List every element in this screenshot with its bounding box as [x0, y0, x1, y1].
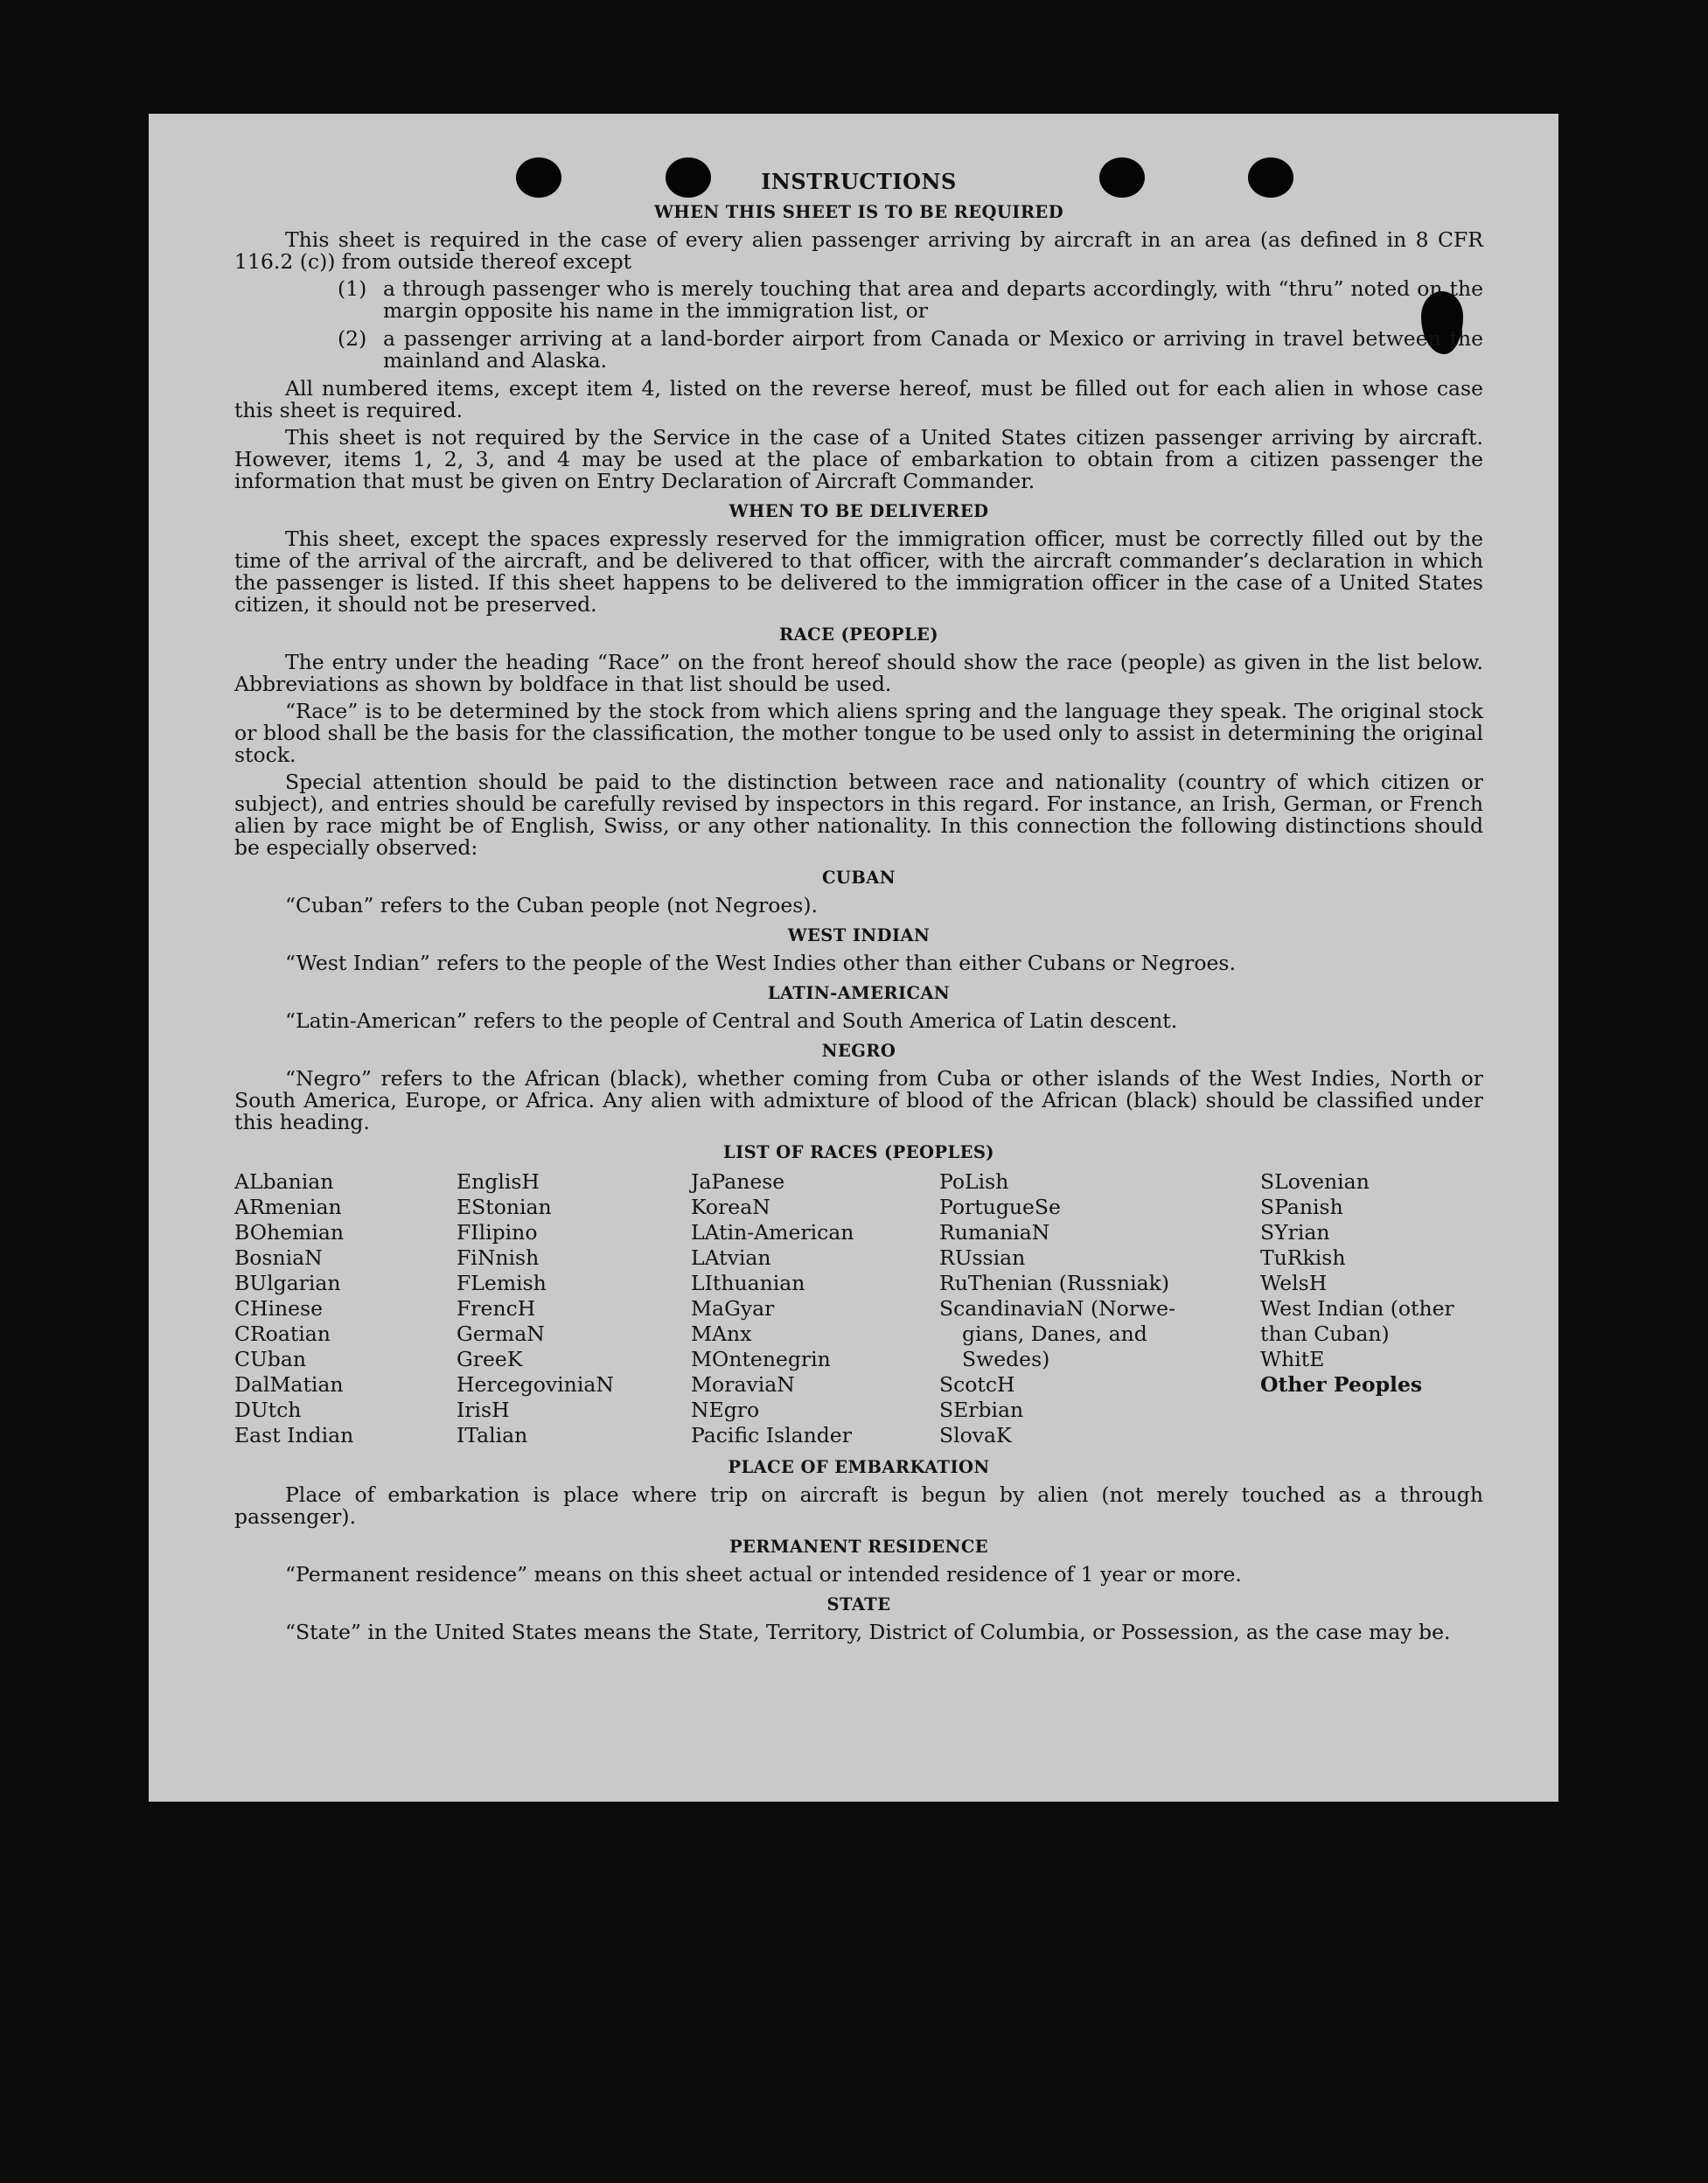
race-item: JaPanese	[691, 1169, 785, 1194]
race-item: Swedes)	[962, 1347, 1050, 1371]
race-item: FLemish	[457, 1271, 547, 1295]
race-item: BOhemian	[234, 1220, 344, 1245]
paragraph: “Latin-American” refers to the people of Central and South America of Latin descent.	[285, 1008, 1178, 1033]
race-item: FiNnish	[457, 1245, 540, 1270]
race-item: MAnx	[691, 1322, 752, 1346]
race-item: SPanish	[1260, 1195, 1343, 1219]
race-item: BosniaN	[234, 1245, 323, 1270]
race-item: FrencH	[457, 1296, 536, 1321]
race-item: CUban	[234, 1347, 306, 1371]
race-item: SlovaK	[939, 1423, 1012, 1447]
race-item: NEgro	[691, 1398, 760, 1422]
race-column-1	[234, 1169, 457, 1448]
race-item: ALbanian	[234, 1169, 334, 1194]
race-item: ScotcH	[939, 1372, 1015, 1397]
section-heading: WHEN THIS SHEET IS TO BE REQUIRED	[653, 202, 1064, 222]
paragraph: This sheet, except the spaces expressly reserved for the immigration officer, must be correctly filled out by the time of the arrival of the aircraft, and be delivered to that officer, with the aircraft commander’s declaration in which the passenger is listed. If this sheet happens to be delivered to the immigration officer in the case of a United States citizen, it should not be preserved.	[234, 527, 1483, 617]
race-item: gians, Danes, and	[962, 1322, 1147, 1346]
paragraph: This sheet is not required by the Service in the case of a United States citizen passenger arriving by aircraft. However, items 1, 2, 3, and 4 may be used at the place of embarkation to obtain from a citizen passenger the information that must be given on Entry Declaration of Aircraft Commander.	[234, 425, 1483, 493]
race-item: EStonian	[457, 1195, 552, 1219]
race-item: IrisH	[457, 1398, 510, 1422]
race-column-5	[1260, 1169, 1483, 1448]
page-title: INSTRUCTIONS	[761, 169, 957, 194]
race-item: LAtvian	[691, 1245, 771, 1270]
section-heading: LATIN-AMERICAN	[767, 983, 951, 1003]
race-item: ARmenian	[234, 1195, 342, 1219]
race-item: PoLish	[939, 1169, 1009, 1194]
race-item: SErbian	[939, 1398, 1024, 1422]
race-item: GermaN	[457, 1322, 545, 1346]
paragraph: “State” in the United States means the State, Territory, District of Columbia, or Possession, as the case may be.	[285, 1620, 1451, 1644]
race-item: MoraviaN	[691, 1372, 795, 1397]
race-item: KoreaN	[691, 1195, 770, 1219]
race-item: SYrian	[1260, 1220, 1330, 1245]
race-item: WhitE	[1260, 1347, 1325, 1371]
paragraph: The entry under the heading “Race” on the front hereof should show the race (people) as given in the list below. Abbreviations as shown by boldface in that list should be used.	[234, 650, 1483, 696]
paragraph: “Negro” refers to the African (black), whether coming from Cuba or other islands of the West Indies, North or South America, Europe, or Africa. Any alien with admixture of blood of the African (black) should be classified under this heading.	[234, 1066, 1483, 1134]
race-item: RuThenian (Russniak)	[939, 1271, 1169, 1295]
document-sheet	[149, 114, 1558, 1802]
race-item: LAtin-American	[691, 1220, 854, 1245]
race-item: SLovenian	[1260, 1169, 1370, 1194]
instructions-body	[234, 171, 1483, 1649]
race-column-2	[457, 1169, 691, 1448]
list-item	[234, 328, 1483, 372]
list-item	[234, 278, 1483, 322]
section-heading: WHEN TO BE DELIVERED	[729, 501, 989, 521]
paragraph: “Race” is to be determined by the stock from which aliens spring and the language they speak. The original stock or blood shall be the basis for the classification, the mother tongue to be used only to assist in determining the original stock.	[234, 699, 1483, 767]
race-item: HercegoviniaN	[457, 1372, 614, 1397]
race-item: PortugueSe	[939, 1195, 1061, 1219]
section-heading: PLACE OF EMBARKATION	[728, 1457, 990, 1477]
section-heading: PERMANENT RESIDENCE	[729, 1537, 989, 1557]
race-item: East Indian	[234, 1423, 354, 1447]
race-list	[234, 1169, 1483, 1448]
race-item: EnglisH	[457, 1169, 540, 1194]
race-item: RUssian	[939, 1245, 1026, 1270]
paragraph: “Permanent residence” means on this sheet actual or intended residence of 1 year or more.	[285, 1562, 1242, 1587]
race-item: RumaniaN	[939, 1220, 1050, 1245]
race-item: ScandinaviaN (Norwe-	[939, 1296, 1176, 1321]
paragraph: This sheet is required in the case of every alien passenger arriving by aircraft in an area (as defined in 8 CFR 116.2 (c)) from outside thereof except	[234, 227, 1483, 274]
race-item: CHinese	[234, 1296, 323, 1321]
race-item: Other Peoples	[1260, 1372, 1423, 1397]
paragraph: All numbered items, except item 4, listed on the reverse hereof, must be filled out for each alien in whose case this sheet is required.	[234, 376, 1483, 422]
section-heading: WEST INDIAN	[787, 925, 931, 945]
race-item: TuRkish	[1260, 1245, 1346, 1270]
race-item: LIthuanian	[691, 1271, 805, 1295]
race-item: GreeK	[457, 1347, 523, 1371]
paragraph: “West Indian” refers to the people of the West Indies other than either Cubans or Negroes.	[285, 951, 1236, 975]
race-item: MOntenegrin	[691, 1347, 831, 1371]
race-item: CRoatian	[234, 1322, 331, 1346]
section-heading: NEGRO	[821, 1041, 896, 1061]
race-item: than Cuban)	[1260, 1322, 1390, 1346]
paragraph: “Cuban” refers to the Cuban people (not Negroes).	[285, 893, 819, 917]
item-text: a through passenger who is merely touching that area and departs accordingly, with “thru” noted on the margin opposite his name in the immigration list, or	[383, 276, 1483, 323]
item-text: a passenger arriving at a land-border airport from Canada or Mexico or arriving in travel between the mainland and Alaska.	[383, 326, 1483, 373]
section-heading: STATE	[826, 1594, 891, 1615]
section-heading: LIST OF RACES (PEOPLES)	[723, 1142, 994, 1162]
race-item: ITalian	[457, 1423, 528, 1447]
paragraph: Special attention should be paid to the distinction between race and nationality (country of which citizen or subject), and entries should be carefully revised by inspectors in this regard. For instance, an Irish, German, or French alien by race might be of English, Swiss, or any other nationality. In this connection the following distinctions should be especially observed:	[234, 770, 1483, 860]
race-item: Pacific Islander	[691, 1423, 852, 1447]
section-heading: RACE (PEOPLE)	[779, 624, 938, 645]
paragraph: Place of embarkation is place where trip on aircraft is begun by alien (not merely touched as a through passenger).	[234, 1482, 1483, 1529]
race-item: West Indian (other	[1260, 1296, 1454, 1321]
race-column-4	[939, 1169, 1260, 1448]
race-item: BUlgarian	[234, 1271, 341, 1295]
race-item: MaGyar	[691, 1296, 775, 1321]
race-item: DUtch	[234, 1398, 302, 1422]
race-item: WelsH	[1260, 1271, 1328, 1295]
item-number: (2)	[338, 326, 367, 351]
section-heading: CUBAN	[822, 868, 896, 888]
race-item: FIlipino	[457, 1220, 538, 1245]
race-column-3	[691, 1169, 939, 1448]
race-item: DalMatian	[234, 1372, 344, 1397]
item-number: (1)	[338, 276, 367, 301]
